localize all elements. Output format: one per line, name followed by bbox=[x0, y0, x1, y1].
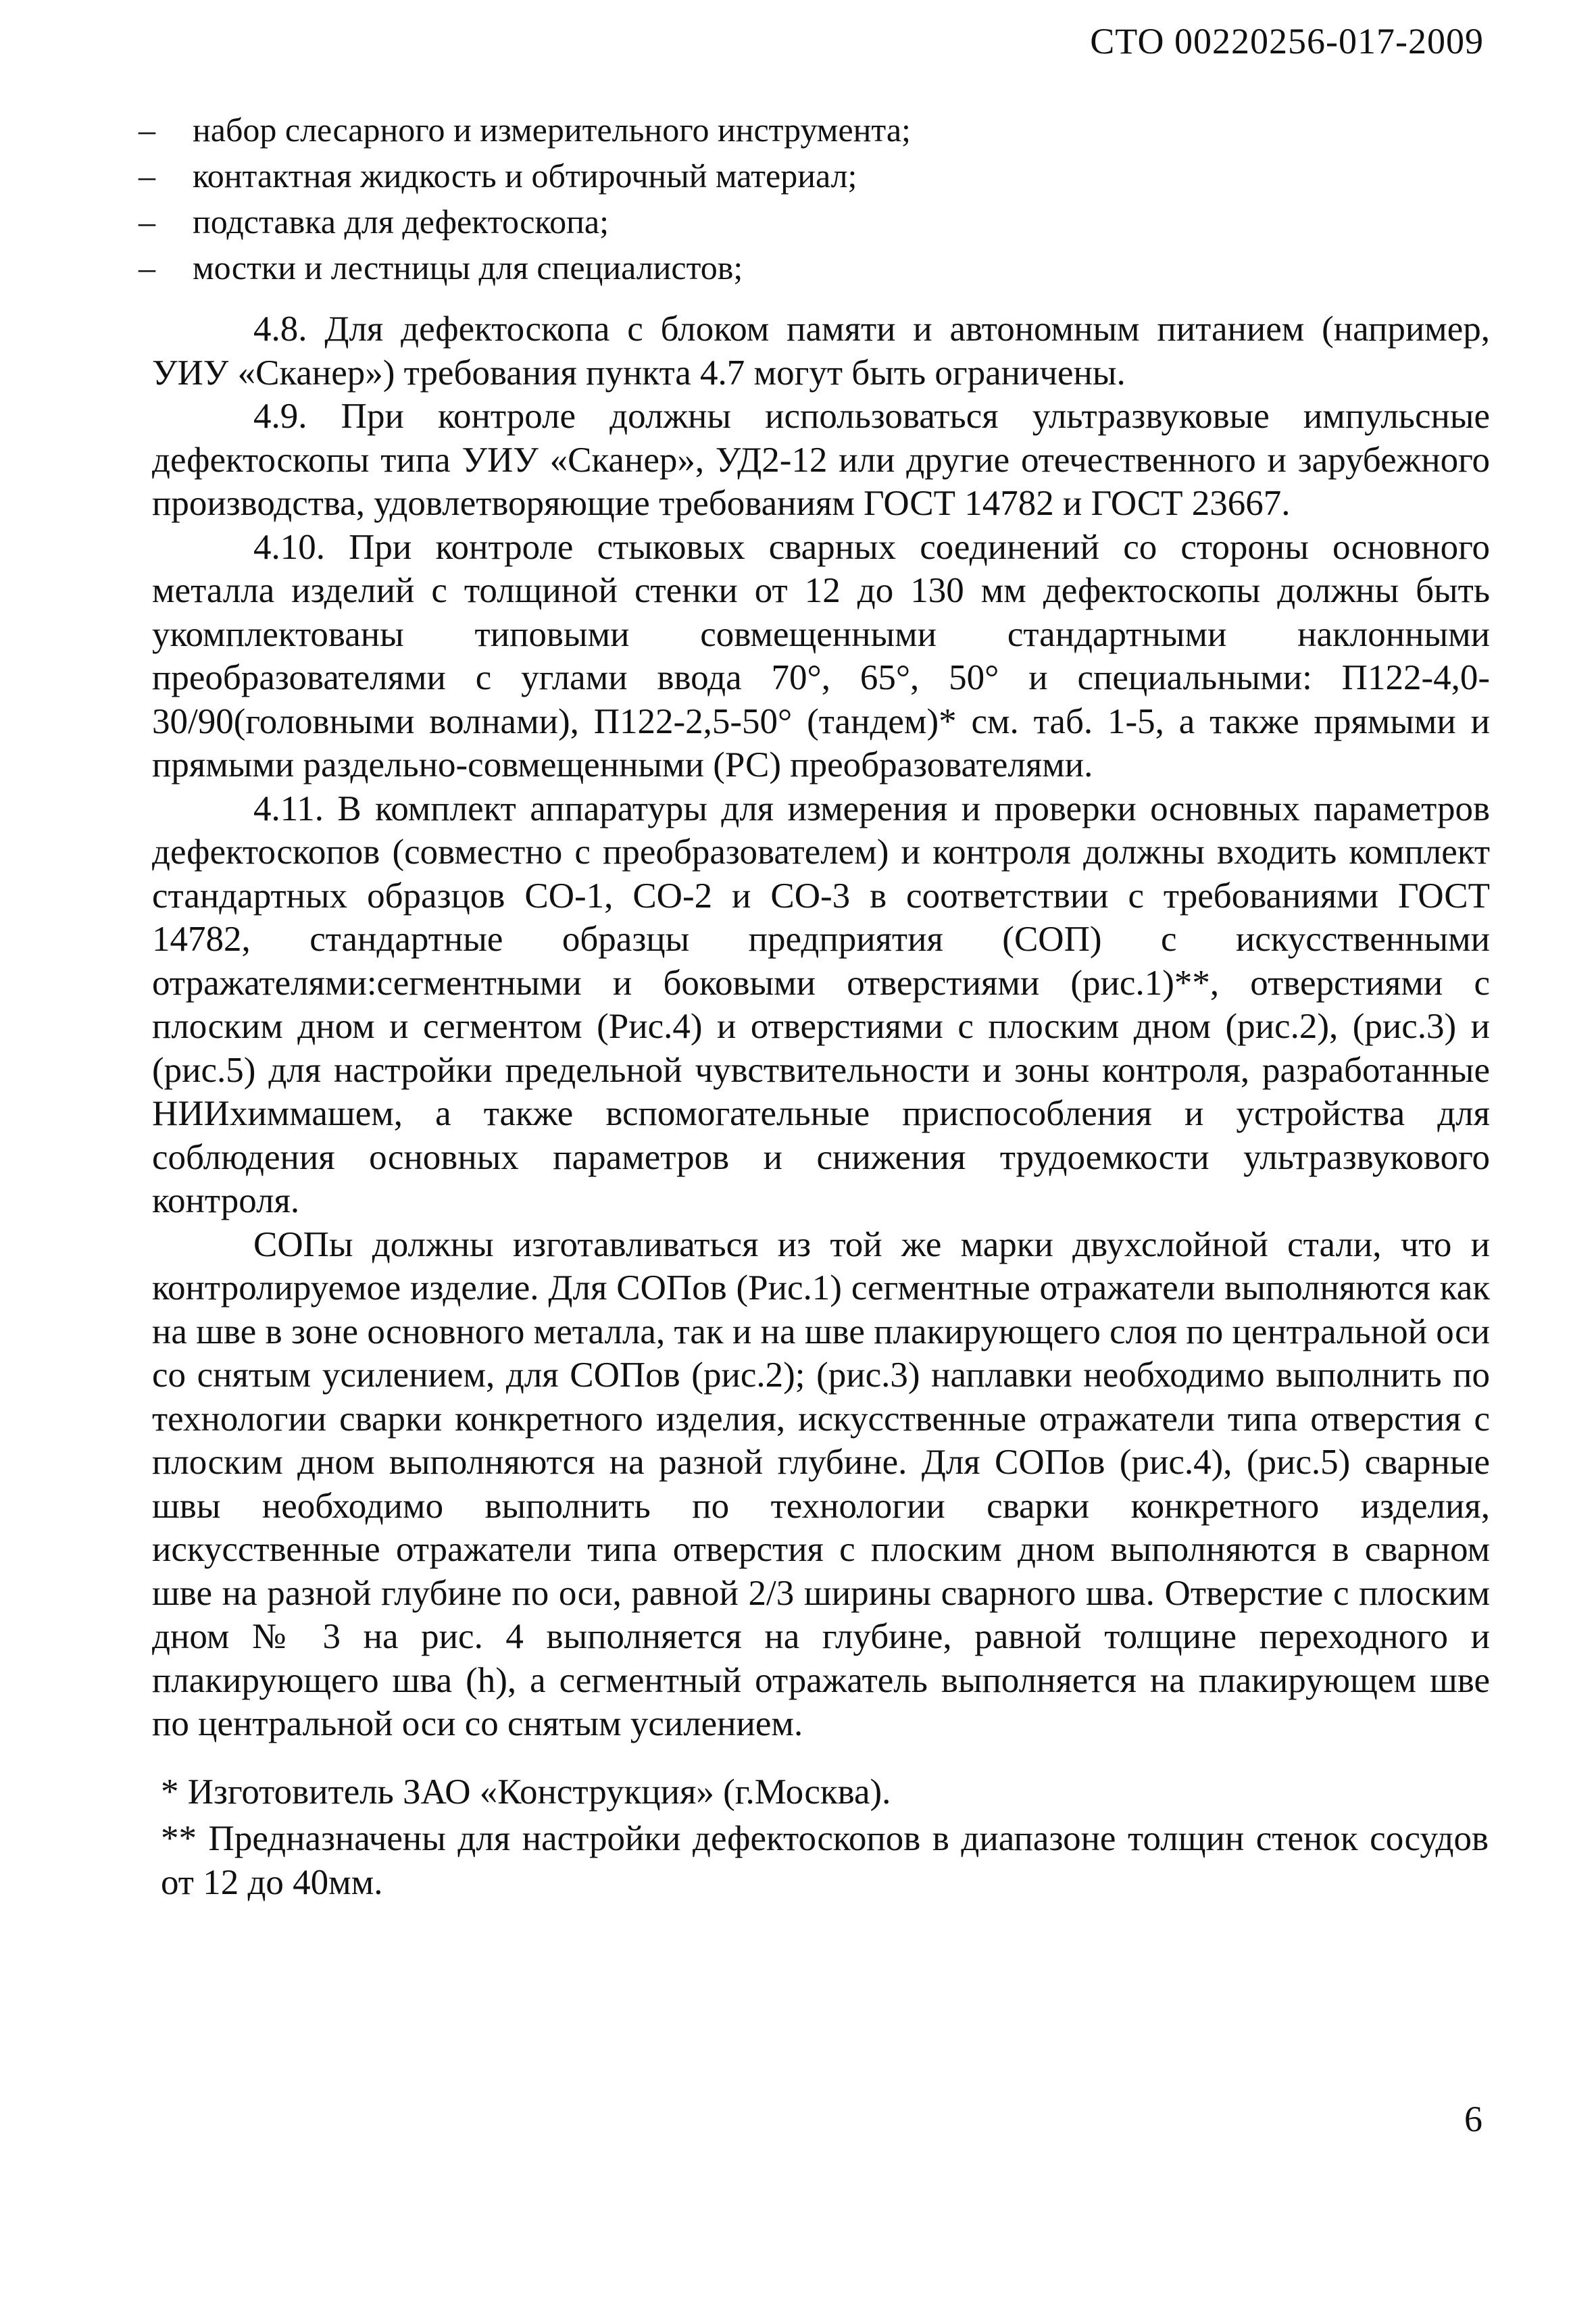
paragraph-sop: СОПы должны изготавливаться из той же марки двухслойной стали, что и контролируемое изделие. Для СОПов (Рис.1) сегментные отражатели выполняются как на шве в зоне основного металла, так и на шве плакирующего слоя по центральной оси со снятым усилением, для СОПов (рис.2); (рис.3) наплавки необходимо выполнить по технологии сварки конкретного изделия, искусственные отражатели типа отверстия с плоским дном выполняются на разной глубине. Для СОПов (рис.4), (рис.5) сварные швы необходимо выполнить по технологии сварки конкретного изделия, искусственные отражатели типа отверстия с плоским дном выполняются в сварном шве на разной глубине по оси, равной 2/3 ширины сварного шва. Отверстие с плоским дном № 3 на рис. 4 выполняется на глубине, равной толщине переходного и плакирующего шва (h), а сегментный отражатель выполняется на плакирующем шве по центральной оси со снятым усилением. bbox=[152, 1224, 1490, 1743]
list-item bbox=[139, 153, 1456, 199]
footnote-1: * Изготовитель ЗАО «Конструкция» (г.Москва). bbox=[161, 1772, 891, 1812]
list-bullet: – bbox=[139, 203, 155, 241]
paragraph-4-9: 4.9. При контроле должны использоваться ультразвуковые импульсные дефектоскопы типа УИУ «Сканер», УД2-12 или другие отечественного и зарубежного производства, удовлетворяющие требованиям ГОСТ 14782 и ГОСТ 23667. bbox=[152, 397, 1490, 523]
paragraph-4-10: 4.10. При контроле стыковых сварных соединений со стороны основного металла изделий с толщиной стенки от 12 до 130 мм дефектоскопы должны быть укомплектованы типовыми совмещенными стандартными наклонными преобразователями с углами ввода 70°, 65°, 50° и специальными: П122-4,0-30/90(головными волнами), П122-2,5-50° (тандем)* см. таб. 1-5, а также прямыми и прямыми раздельно-совмещенными (РС) преобразователями. bbox=[152, 527, 1490, 785]
list-item-text: контактная жидкость и обтирочный материал; bbox=[193, 157, 857, 195]
footnotes bbox=[161, 1770, 1489, 1908]
document-code: СТО 00220256-017-2009 bbox=[1090, 21, 1484, 61]
list-item bbox=[139, 107, 1456, 153]
list-item bbox=[139, 245, 1456, 291]
list-item-text: набор слесарного и измерительного инструмента; bbox=[193, 111, 911, 149]
page-number: 6 bbox=[1464, 2099, 1482, 2139]
footnote-2: ** Предназначены для настройки дефектоскопов в диапазоне толщин стенок сосудов от 12 до 40мм. bbox=[161, 1819, 1489, 1902]
equipment-list bbox=[139, 107, 1456, 291]
list-item-text: подставка для дефектоскопа; bbox=[193, 203, 609, 241]
list-item bbox=[139, 199, 1456, 245]
paragraph-4-11: 4.11. В комплект аппаратуры для измерения и проверки основных параметров дефектоскопов (совместно с преобразователем) и контроля должны входить комплект стандартных образцов СО-1, СО-2 и СО-3 в соответствии с требованиями ГОСТ 14782, стандартные образцы предприятия (СОП) с искусственными отражателями:сегментными и боковыми отверстиями (рис.1)**, отверстиями с плоским дном и сегментом (Рис.4) и отверстиями с плоским дном (рис.2), (рис.3) и (рис.5) для настройки предельной чувствительности и зоны контроля, разработанные НИИхиммашем, а также вспомогательные приспособления и устройства для соблюдения основных параметров и снижения трудоемкости ультразвукового контроля. bbox=[152, 789, 1490, 1220]
list-bullet: – bbox=[139, 157, 155, 195]
list-item-text: мостки и лестницы для специалистов; bbox=[193, 249, 743, 287]
list-bullet: – bbox=[139, 249, 155, 287]
document-body bbox=[152, 307, 1490, 1747]
paragraph-4-8: 4.8. Для дефектоскопа с блоком памяти и автономным питанием (например, УИУ «Сканер») требования пункта 4.7 могут быть ограничены. bbox=[152, 309, 1490, 393]
list-bullet: – bbox=[139, 111, 155, 149]
